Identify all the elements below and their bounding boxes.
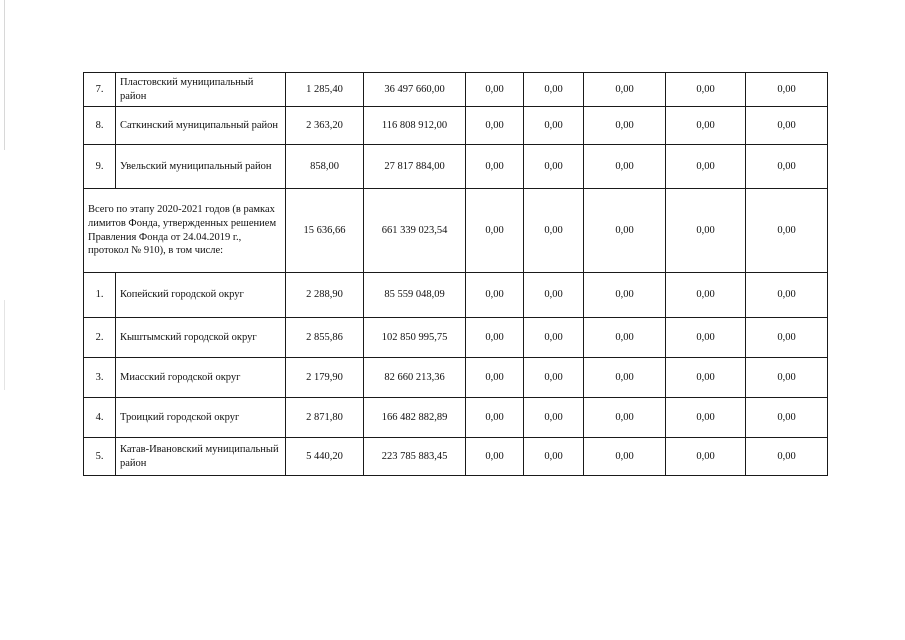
scan-artifact-line [4,0,5,150]
value-cell: 0,00 [584,318,666,358]
value-cell: 0,00 [584,73,666,107]
value-cell: 0,00 [524,358,584,398]
cost-cell: 223 785 883,45 [364,438,466,476]
table-row [84,145,828,189]
value-cell: 0,00 [666,107,746,145]
value-cell: 0,00 [746,318,828,358]
area-cell: 2 871,80 [286,398,364,438]
value-cell: 0,00 [746,438,828,476]
value-cell: 0,00 [666,318,746,358]
value-cell: 0,00 [584,189,666,273]
cost-cell: 82 660 213,36 [364,358,466,398]
value-cell: 0,00 [584,107,666,145]
total-cost-cell: 661 339 023,54 [364,189,466,273]
municipality-name: Пластовский муниципальный район [116,73,286,107]
value-cell: 0,00 [666,273,746,318]
municipality-name: Катав-Ивановский муниципальный район [116,438,286,476]
value-cell: 0,00 [746,145,828,189]
table-row [84,73,828,107]
value-cell: 0,00 [666,358,746,398]
value-cell: 0,00 [584,398,666,438]
cost-cell: 36 497 660,00 [364,73,466,107]
table-row [84,358,828,398]
municipality-name: Увельский муниципальный район [116,145,286,189]
value-cell: 0,00 [524,398,584,438]
area-cell: 2 363,20 [286,107,364,145]
value-cell: 0,00 [746,73,828,107]
row-number: 8. [84,107,116,145]
value-cell: 0,00 [466,398,524,438]
cost-cell: 116 808 912,00 [364,107,466,145]
cost-cell: 102 850 995,75 [364,318,466,358]
cost-cell: 85 559 048,09 [364,273,466,318]
area-cell: 2 179,90 [286,358,364,398]
value-cell: 0,00 [584,145,666,189]
value-cell: 0,00 [466,73,524,107]
value-cell: 0,00 [746,107,828,145]
row-number: 4. [84,398,116,438]
value-cell: 0,00 [666,398,746,438]
municipality-name: Саткинский муниципальный район [116,107,286,145]
table-row [84,107,828,145]
value-cell: 0,00 [584,273,666,318]
value-cell: 0,00 [524,273,584,318]
municipality-name: Копейский городской округ [116,273,286,318]
value-cell: 0,00 [524,145,584,189]
scan-artifact-line [4,300,5,390]
value-cell: 0,00 [524,73,584,107]
municipality-name: Миасский городской округ [116,358,286,398]
program-table [83,72,828,476]
row-number: 9. [84,145,116,189]
row-number: 2. [84,318,116,358]
area-cell: 5 440,20 [286,438,364,476]
row-number: 1. [84,273,116,318]
table-row [84,318,828,358]
value-cell: 0,00 [666,189,746,273]
row-number: 5. [84,438,116,476]
row-number: 3. [84,358,116,398]
area-cell: 2 288,90 [286,273,364,318]
total-row [84,189,828,273]
table-row [84,398,828,438]
area-cell: 2 855,86 [286,318,364,358]
total-label: Всего по этапу 2020-2021 годов (в рамках лимитов Фонда, утвержденных решением Правления Фонда от 24.04.2019 г., протокол № 910), в том числе: [84,189,286,273]
total-area-cell: 15 636,66 [286,189,364,273]
cost-cell: 166 482 882,89 [364,398,466,438]
value-cell: 0,00 [666,438,746,476]
value-cell: 0,00 [666,145,746,189]
value-cell: 0,00 [524,318,584,358]
value-cell: 0,00 [466,273,524,318]
table-row [84,438,828,476]
cost-cell: 27 817 884,00 [364,145,466,189]
value-cell: 0,00 [524,438,584,476]
value-cell: 0,00 [584,438,666,476]
table-row [84,273,828,318]
value-cell: 0,00 [746,398,828,438]
value-cell: 0,00 [584,358,666,398]
value-cell: 0,00 [746,358,828,398]
value-cell: 0,00 [466,145,524,189]
value-cell: 0,00 [466,189,524,273]
value-cell: 0,00 [746,189,828,273]
value-cell: 0,00 [466,358,524,398]
municipality-name: Кыштымский городской округ [116,318,286,358]
value-cell: 0,00 [524,189,584,273]
value-cell: 0,00 [666,73,746,107]
value-cell: 0,00 [466,438,524,476]
area-cell: 1 285,40 [286,73,364,107]
municipality-name: Троицкий городской округ [116,398,286,438]
value-cell: 0,00 [466,107,524,145]
value-cell: 0,00 [524,107,584,145]
value-cell: 0,00 [746,273,828,318]
area-cell: 858,00 [286,145,364,189]
value-cell: 0,00 [466,318,524,358]
row-number: 7. [84,73,116,107]
